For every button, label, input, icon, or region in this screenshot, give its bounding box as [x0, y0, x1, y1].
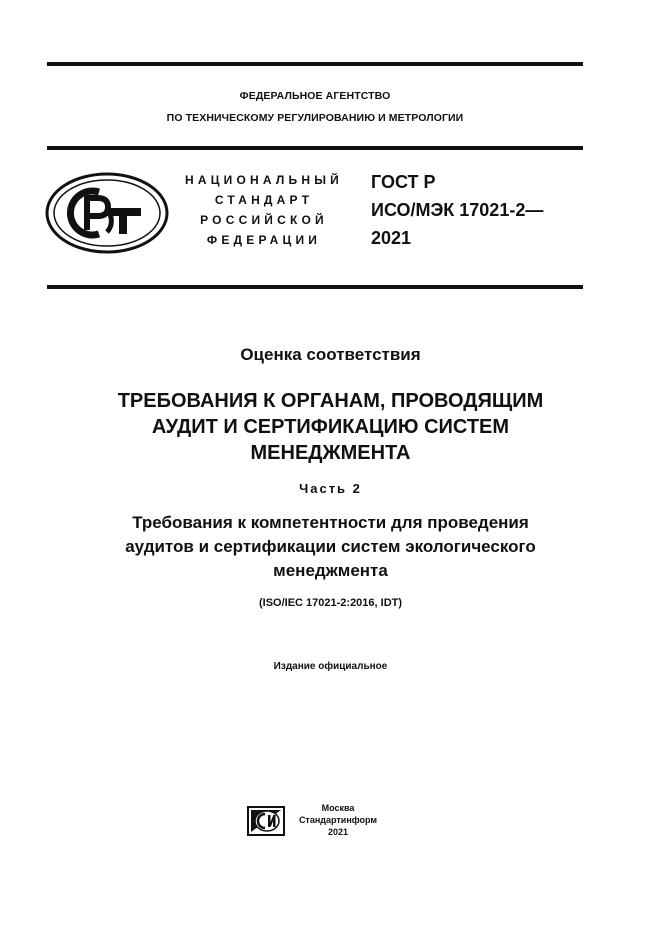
main-title-line-2: АУДИТ И СЕРТИФИКАЦИЮ СИСТЕМ — [151, 416, 510, 438]
middle-rule — [47, 146, 583, 150]
edition-label: Издание официальное — [273, 661, 388, 672]
national-line-4: ФЕДЕРАЦИИ — [206, 233, 322, 247]
publisher-city: Москва — [321, 803, 355, 813]
bottom-rule — [47, 285, 583, 289]
publisher-name: Стандартинформ — [298, 815, 378, 825]
subtitle — [0, 511, 661, 583]
subtitle-line-1: Требования к компетентности для проведения — [132, 513, 529, 532]
designation-line-1: ГОСТ Р — [371, 172, 436, 192]
standard-designation — [371, 168, 543, 252]
national-line-3: РОССИЙСКОЙ — [200, 213, 328, 227]
main-title — [0, 388, 661, 466]
national-standard-label — [176, 170, 352, 250]
iso-reference: (ISO/IEC 17021-2:2016, IDT) — [258, 597, 403, 609]
agency-line-1: ФЕДЕРАЛЬНОЕ АГЕНТСТВО — [239, 90, 391, 102]
part-label: Часть 2 — [299, 481, 362, 496]
publisher-year: 2021 — [327, 827, 349, 837]
section-title: Оценка соответствия — [240, 345, 421, 364]
agency-line-2: ПО ТЕХНИЧЕСКОМУ РЕГУЛИРОВАНИЮ И МЕТРОЛОГИИ — [166, 112, 464, 124]
subtitle-line-3: менеджмента — [273, 561, 388, 580]
subtitle-line-2: аудитов и сертификации систем экологического — [125, 537, 536, 556]
designation-line-2: ИСО/МЭК 17021-2— — [371, 200, 544, 220]
national-line-1: НАЦИОНАЛЬНЫЙ — [184, 173, 344, 187]
standartinform-logo-icon — [247, 806, 285, 836]
designation-line-3: 2021 — [371, 228, 412, 248]
main-title-line-3: МЕНЕДЖМЕНТА — [250, 442, 411, 464]
rst-certification-mark-icon — [45, 172, 169, 254]
publisher-info — [292, 802, 384, 838]
main-title-line-1: ТРЕБОВАНИЯ К ОРГАНАМ, ПРОВОДЯЩИМ — [117, 390, 544, 412]
national-line-2: СТАНДАРТ — [214, 193, 314, 207]
top-rule — [47, 62, 583, 66]
